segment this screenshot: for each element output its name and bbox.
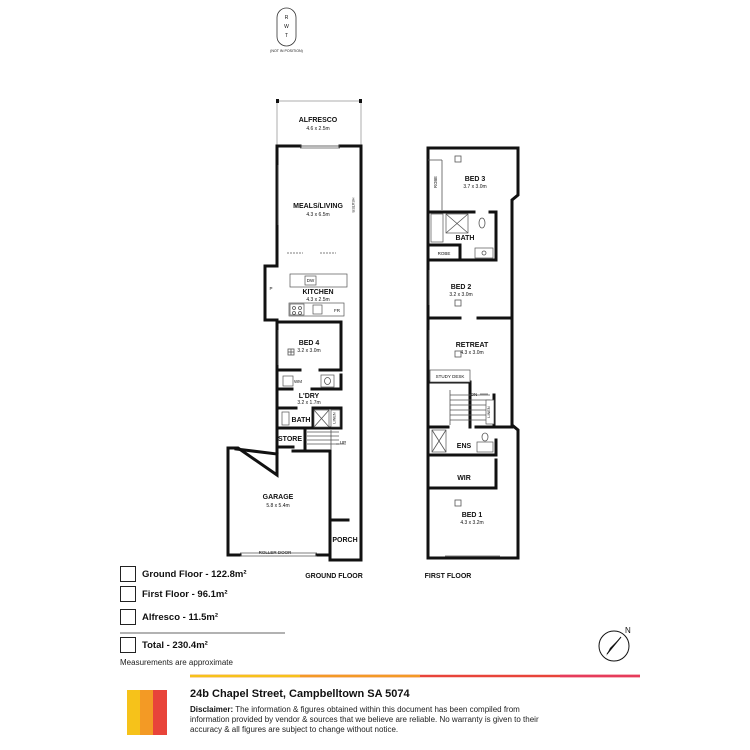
room-bed1-dims: 4.3 x 3.2m (460, 520, 484, 526)
room-bed4-dims: 3.2 x 3.0m (297, 348, 321, 354)
room-garage-name: GARAGE (262, 494, 294, 501)
legend-box (120, 586, 136, 602)
room-retreat-dims: 4.3 x 3.0m (460, 350, 484, 356)
legend-box (120, 609, 136, 625)
roller-door-label: ROLLER DOOR (258, 550, 292, 555)
room-bath-ground-name: BATH (291, 417, 311, 424)
rwt-tank (270, 8, 303, 53)
disclaimer-label: Disclaimer: (190, 705, 234, 714)
robe-bath-label: ROBE (437, 251, 451, 256)
rwt-letter-w: W (284, 24, 289, 30)
room-kitchen-dims: 4.3 x 2.5m (306, 297, 330, 303)
legend-row-ground (120, 566, 247, 582)
approx-note: Measurements are approximate (120, 658, 233, 667)
disclaimer (190, 705, 550, 735)
room-bed1-name: BED 1 (461, 512, 483, 519)
rwt-letter-r: R (284, 15, 289, 21)
legend-alfresco: Alfresco - 11.5m² (142, 611, 219, 623)
rwt-note: (NOT IN POSITION) (270, 49, 303, 53)
legend-box (120, 637, 136, 653)
room-bed3-name: BED 3 (464, 176, 486, 183)
linen-ground-label: LINEN (332, 412, 337, 424)
room-laundry-name: L'DRY (298, 393, 320, 400)
dishwasher-label: DW (306, 278, 315, 283)
first-floor-plan (425, 148, 518, 580)
room-wir-name: WIR (457, 475, 471, 482)
property-address: 24b Chapel Street, Campbelltown SA 5074 (190, 688, 410, 700)
room-bed4-name: BED 4 (298, 340, 320, 347)
heater-label: HEATER (351, 197, 355, 213)
legend-ground-floor: Ground Floor - 122.8m² (142, 568, 247, 580)
washing-machine-label: WM (294, 379, 302, 384)
study-desk-label: STUDY DESK (435, 374, 465, 379)
brand-logo (127, 690, 167, 735)
disclaimer-text: The information & figures obtained within this document has been compiled from information provided by vendor & sources that we believe are reliable. No warranty is given to their accuracy & all figures are subject to change without notice. (190, 705, 539, 734)
room-alfresco-dims: 4.6 x 2.5m (306, 126, 330, 132)
legend-total: Total - 230.4m² (142, 639, 208, 651)
room-bath-first-name: BATH (455, 235, 475, 242)
stairs-up-label: UP (339, 440, 347, 445)
room-bed2-name: BED 2 (450, 284, 472, 291)
legend-first-floor: First Floor - 96.1m² (142, 588, 228, 600)
first-floor-label: FIRST FLOOR (424, 573, 472, 580)
ground-floor-plan (228, 99, 363, 580)
room-alfresco-name: ALFRESCO (298, 117, 338, 124)
robe-bed3-label: ROBE (433, 176, 438, 188)
compass-north-label: N (625, 626, 631, 635)
room-store-name: STORE (278, 436, 302, 443)
legend-row-total (120, 637, 208, 653)
ground-floor-label: GROUND FLOOR (305, 573, 363, 580)
room-bed3-dims: 3.7 x 3.0m (463, 184, 487, 190)
ground-stairs (307, 430, 339, 450)
compass-icon (599, 626, 631, 661)
room-retreat-name: RETREAT (455, 342, 489, 349)
logo-bar-yellow (127, 690, 141, 735)
room-ens-name: ENS (456, 443, 472, 450)
linen-first-label: LINEN (487, 406, 491, 418)
room-garage-dims: 5.8 x 5.4m (266, 503, 290, 509)
room-laundry-dims: 3.2 x 1.7m (297, 400, 321, 406)
legend-row-first (120, 586, 228, 602)
room-meals-living-dims: 4.3 x 6.5m (306, 212, 330, 218)
rwt-letter-t: T (284, 33, 289, 39)
legend-box (120, 566, 136, 582)
room-porch-name: PORCH (332, 537, 358, 544)
legend-row-alfresco (120, 609, 218, 625)
fridge-label: FR (334, 308, 340, 313)
stairs-down-label: DN (470, 392, 478, 397)
room-kitchen-name: KITCHEN (302, 289, 334, 296)
logo-bar-orange (140, 690, 154, 735)
logo-bar-red (153, 690, 167, 735)
room-meals-living-name: MEALS/LIVING (293, 203, 343, 210)
pantry-label: P (269, 286, 273, 291)
room-bed2-dims: 3.2 x 3.0m (449, 292, 473, 298)
